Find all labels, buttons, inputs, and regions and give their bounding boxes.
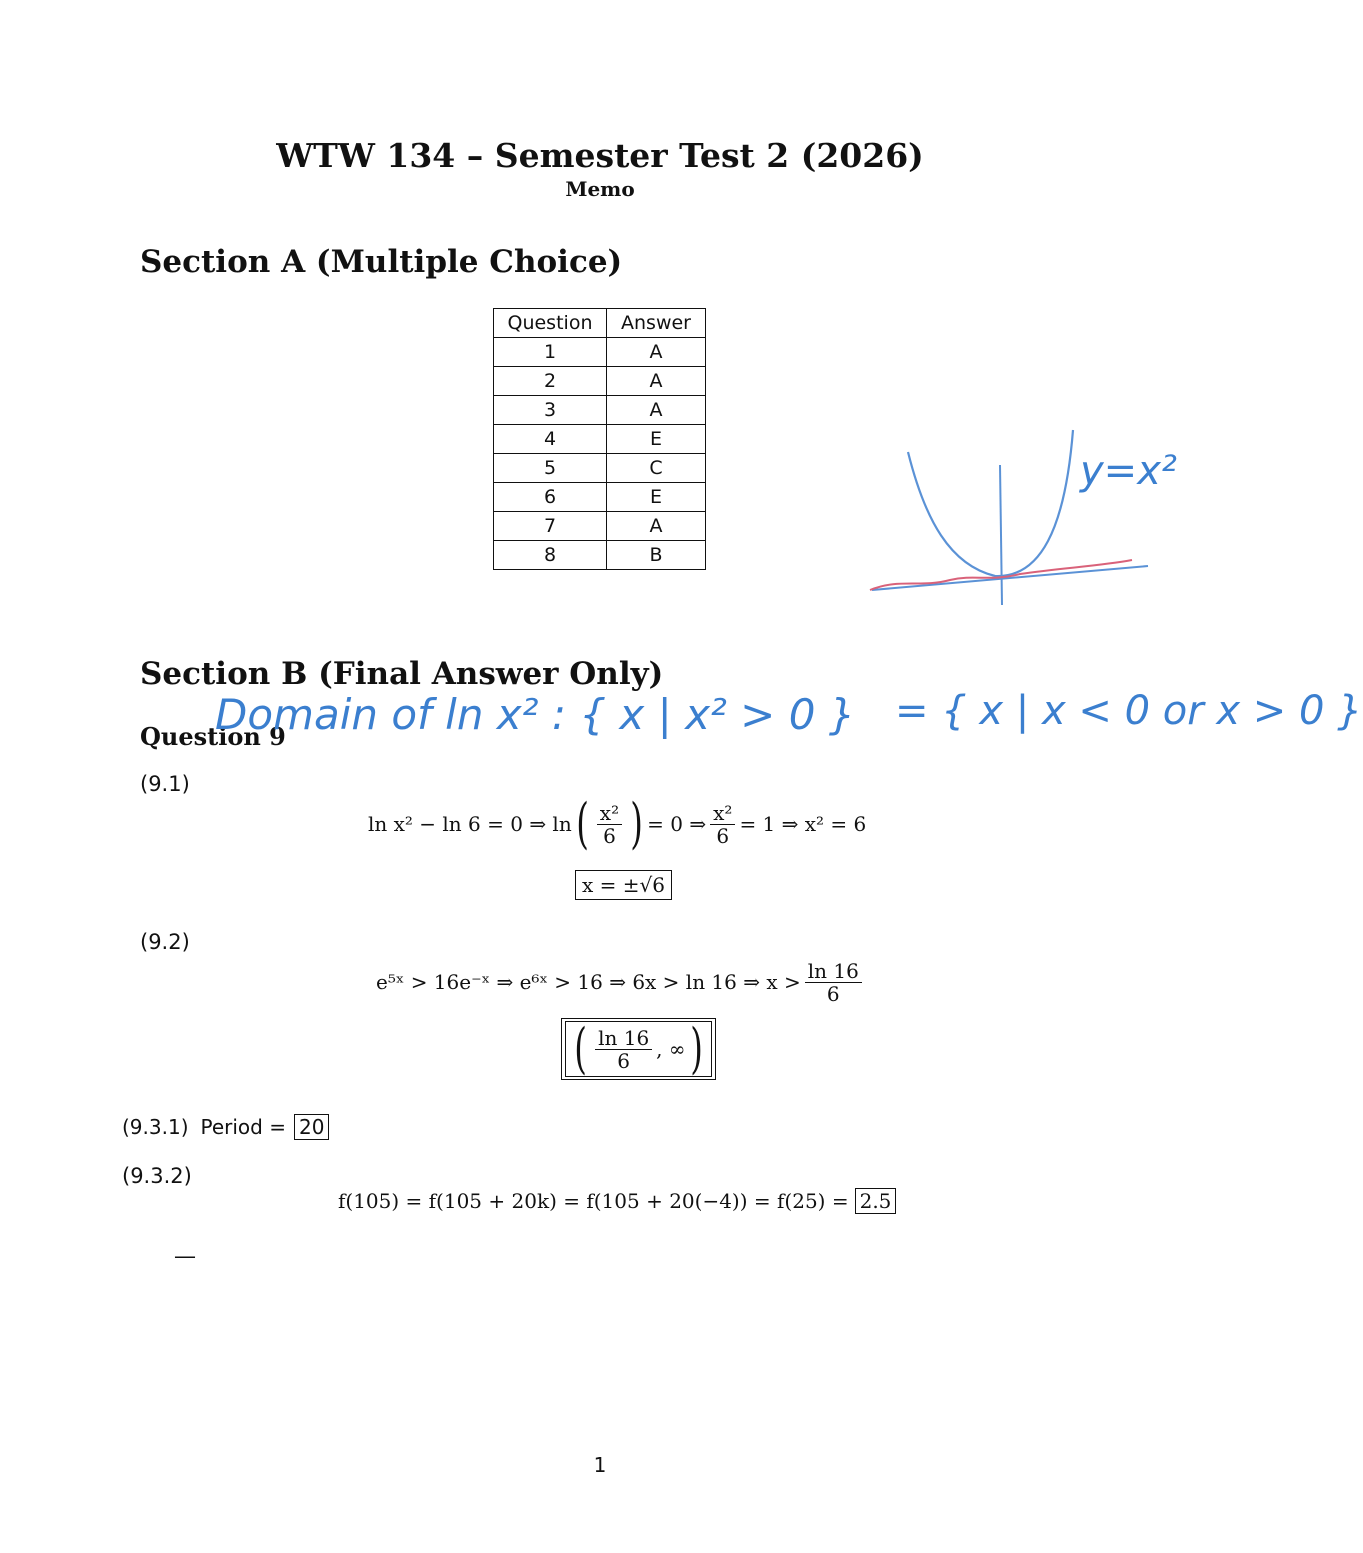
q931-label: (9.3.1) bbox=[122, 1115, 189, 1139]
domain-annotation-line1: Domain of ln x² : { x | x² > 0 } bbox=[215, 690, 856, 739]
left-paren: ( bbox=[574, 1017, 587, 1080]
table-cell: A bbox=[607, 338, 706, 367]
q932-text: f(105) = f(105 + 20k) = f(105 + 20(−4)) = f(25) = bbox=[338, 1189, 849, 1213]
end-dash: — bbox=[174, 1244, 196, 1269]
table-cell: 3 bbox=[494, 396, 607, 425]
table-cell: 5 bbox=[494, 454, 607, 483]
document-subtitle: Memo bbox=[565, 177, 635, 201]
q931-answer: 20 bbox=[294, 1114, 329, 1140]
q91-step1: ln x² − ln 6 = 0 ⇒ ln bbox=[368, 812, 572, 836]
left-paren: ( bbox=[575, 792, 589, 855]
table-cell: C bbox=[607, 454, 706, 483]
q91-fraction bbox=[597, 802, 622, 847]
graph-label: y=x² bbox=[1080, 448, 1177, 494]
table-cell: A bbox=[607, 367, 706, 396]
fraction-numerator: x² bbox=[710, 802, 735, 825]
q91-fraction-2 bbox=[710, 802, 735, 847]
q92-answer-box bbox=[561, 1018, 716, 1080]
table-cell: 6 bbox=[494, 483, 607, 512]
q92-answer-fraction bbox=[595, 1027, 652, 1072]
q91-step3: = 1 ⇒ x² = 6 bbox=[739, 812, 867, 836]
q92-step1: e⁵ˣ > 16e⁻ˣ ⇒ e⁶ˣ > 16 ⇒ 6x > ln 16 ⇒ x > bbox=[376, 970, 801, 994]
q91-label: (9.1) bbox=[140, 772, 190, 796]
outer-box bbox=[561, 1018, 716, 1080]
q91-answer: x = ±√6 bbox=[575, 870, 672, 900]
table-cell: E bbox=[607, 483, 706, 512]
fraction-numerator: ln 16 bbox=[805, 960, 862, 983]
table-cell: 2 bbox=[494, 367, 607, 396]
table-cell: B bbox=[607, 541, 706, 570]
y-axis-stroke bbox=[1000, 465, 1002, 605]
table-header-answer: Answer bbox=[607, 309, 706, 338]
q932-answer: 2.5 bbox=[855, 1188, 897, 1214]
fraction-numerator: x² bbox=[597, 802, 622, 825]
table-cell: 4 bbox=[494, 425, 607, 454]
fraction-denominator: 6 bbox=[617, 1048, 630, 1073]
q91-working bbox=[368, 794, 866, 854]
page-number: 1 bbox=[593, 1453, 607, 1477]
q92-answer bbox=[565, 1017, 712, 1080]
parabola-stroke bbox=[908, 430, 1073, 576]
table-header-question: Question bbox=[494, 309, 607, 338]
fraction-denominator: 6 bbox=[826, 981, 840, 1006]
q92-answer-tail: , ∞ bbox=[656, 1037, 686, 1061]
q91-step2: = 0 ⇒ bbox=[647, 812, 707, 836]
q932-label: (9.3.2) bbox=[122, 1164, 192, 1188]
fraction-denominator: 6 bbox=[716, 823, 730, 848]
q92-working bbox=[376, 952, 866, 1012]
table-cell: A bbox=[607, 396, 706, 425]
section-b-heading: Section B (Final Answer Only) bbox=[140, 656, 664, 692]
q92-fraction bbox=[805, 960, 862, 1005]
q931-line bbox=[122, 1114, 329, 1140]
q92-label: (9.2) bbox=[140, 930, 190, 954]
x-axis-stroke bbox=[872, 566, 1148, 590]
table-cell: 1 bbox=[494, 338, 607, 367]
table-cell: 7 bbox=[494, 512, 607, 541]
q931-text: Period = bbox=[200, 1115, 286, 1139]
q932-working bbox=[338, 1188, 896, 1214]
table-cell: 8 bbox=[494, 541, 607, 570]
table-cell: A bbox=[607, 512, 706, 541]
q91-answer-box bbox=[575, 870, 672, 900]
document-title: WTW 134 – Semester Test 2 (2026) bbox=[276, 136, 924, 175]
table-cell: E bbox=[607, 425, 706, 454]
question-9-heading: Question 9 bbox=[140, 722, 286, 751]
right-paren: ) bbox=[689, 1017, 703, 1080]
fraction-numerator: ln 16 bbox=[595, 1027, 652, 1050]
section-a-heading: Section A (Multiple Choice) bbox=[140, 244, 623, 280]
fraction-denominator: 6 bbox=[603, 823, 616, 848]
domain-annotation-line2: = { x | x < 0 or x > 0 } bbox=[895, 688, 1363, 734]
right-paren: ) bbox=[630, 792, 643, 855]
